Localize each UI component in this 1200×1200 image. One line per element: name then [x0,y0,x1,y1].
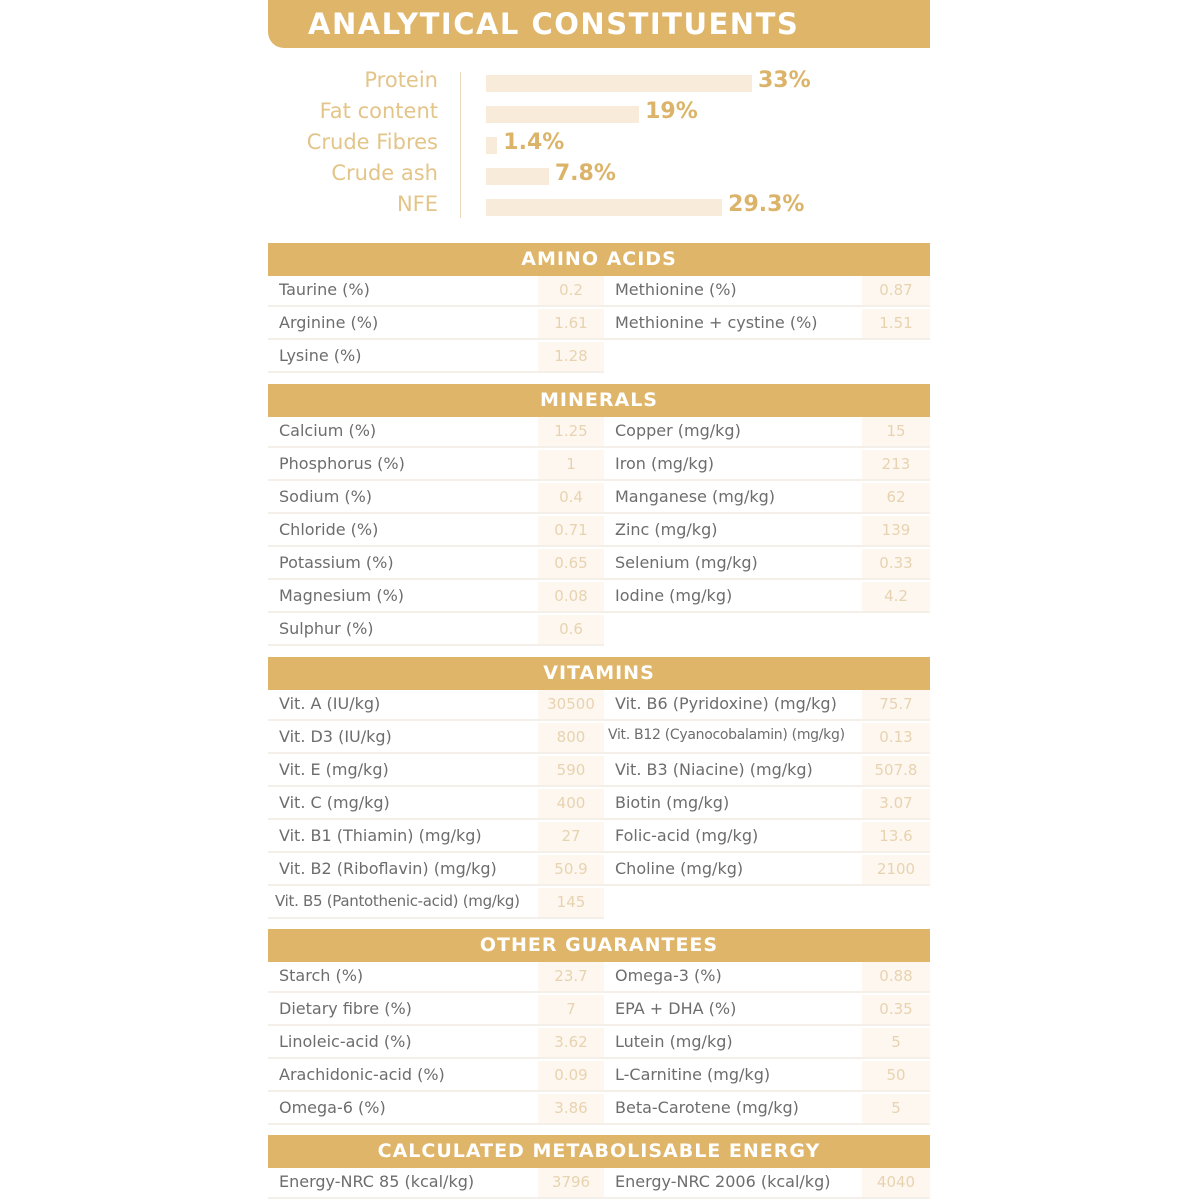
table-row [604,276,930,307]
constituent-row-fat [268,97,930,128]
table-row [268,723,604,754]
nutrient-label: Starch (%) [279,966,364,985]
nutrient-label: Arachidonic-acid (%) [279,1065,445,1084]
constituent-row-nfe [268,190,930,221]
nutrient-value: 50 [886,1066,906,1084]
table-row [268,855,604,886]
table-row [604,450,930,481]
nutrient-value: 0.09 [554,1066,588,1084]
table-row [268,1028,604,1059]
section-header-minerals [268,384,930,417]
constituent-label: Crude ash [331,161,438,185]
nutrient-value: 1.61 [554,314,588,332]
nutrient-label: Vit. B1 (Thiamin) (mg/kg) [279,826,482,845]
nutrient-label: Dietary fibre (%) [279,999,412,1018]
table-row [604,1094,930,1125]
nutrient-value: 50.9 [554,860,588,878]
nutrient-value: 507.8 [874,761,918,779]
nutrient-value: 139 [881,521,911,539]
constituent-value: 33% [757,68,811,93]
nutrient-label: Vit. E (mg/kg) [279,760,389,779]
table-row [268,483,604,514]
constituent-row-ash [268,159,930,190]
constituent-bar [486,168,549,185]
table-row [268,582,604,613]
table-row [268,276,604,307]
table-row [604,582,930,613]
constituent-bar [486,106,639,123]
nutrient-value: 0.35 [879,1000,913,1018]
nutrient-value: 1.28 [554,347,588,365]
nutrient-value: 400 [556,794,586,812]
constituent-row-fibres [268,128,930,159]
nutrient-label: Linoleic-acid (%) [279,1032,412,1051]
nutrient-value: 0.2 [559,281,583,299]
table-row [604,549,930,580]
nutrient-label: Taurine (%) [279,280,370,299]
table-row [604,483,930,514]
nutrient-label: Chloride (%) [279,520,379,539]
table-row [604,855,930,886]
nutrient-label: Sodium (%) [279,487,373,506]
nutrient-value: 0.88 [879,967,913,985]
nutrient-value: 3.62 [554,1033,588,1051]
nutrient-value: 590 [556,761,586,779]
nutrient-label: Vit. B12 (Cyanocobalamin) (mg/kg) [608,727,845,743]
nutrient-label: Magnesium (%) [279,586,405,605]
table-row [268,1168,604,1199]
section-title: MINERALS [540,389,658,411]
table-row [268,450,604,481]
section-title: OTHER GUARANTEES [479,934,719,956]
nutrient-value: 145 [556,893,586,911]
nutrient-label: Iron (mg/kg) [615,454,714,473]
table-row [268,962,604,993]
nutrient-label: Choline (mg/kg) [615,859,744,878]
constituent-value: 29.3% [728,192,805,217]
table-row [604,723,930,754]
table-row [268,822,604,853]
nutrient-label: EPA + DHA (%) [615,999,737,1018]
nutrient-value: 213 [881,455,911,473]
nutrient-label: Energy-NRC 2006 (kcal/kg) [615,1172,831,1191]
nutrient-label: Lutein (mg/kg) [615,1032,733,1051]
table-row [604,690,930,721]
nutrient-value: 3.07 [879,794,913,812]
section-header-amino-acids [268,243,930,276]
nutrient-value: 4040 [876,1173,916,1191]
nutrient-value: 30500 [547,695,595,713]
constituent-label: Fat content [319,99,438,123]
table-row [268,789,604,820]
nutrient-value: 0.08 [554,587,588,605]
nutrient-value: 7 [566,1000,576,1018]
nutrient-label: Omega-3 (%) [615,966,722,985]
nutrient-label: Vit. C (mg/kg) [279,793,390,812]
table-row [604,1028,930,1059]
nutrient-label: Manganese (mg/kg) [615,487,775,506]
table-row [604,516,930,547]
nutrient-value: 3796 [551,1173,591,1191]
nutrient-value: 27 [561,827,581,845]
nutrient-value: 62 [886,488,906,506]
main-header [268,0,930,48]
nutrient-value: 2100 [876,860,916,878]
nutrient-label: Iodine (mg/kg) [615,586,733,605]
table-row [268,690,604,721]
table-row [268,342,604,373]
nutrient-label: Omega-6 (%) [279,1098,386,1117]
constituent-value: 1.4% [503,130,565,155]
nutrient-value: 0.65 [554,554,588,572]
table-row [268,888,604,919]
table-row [268,615,604,646]
nutrient-value: 800 [556,728,586,746]
page-title: ANALYTICAL CONSTITUENTS [308,7,800,41]
nutrient-value: 3.86 [554,1099,588,1117]
nutrient-value: 13.6 [879,827,913,845]
table-row [604,962,930,993]
constituent-label: NFE [396,192,438,216]
nutrient-value: 1.51 [879,314,913,332]
nutrient-value: 0.33 [879,554,913,572]
nutrient-label: Beta-Carotene (mg/kg) [615,1098,799,1117]
nutrient-label: Biotin (mg/kg) [615,793,730,812]
nutrient-label: Potassium (%) [279,553,394,572]
table-row [604,822,930,853]
nutrient-value: 5 [891,1099,901,1117]
nutrient-label: Arginine (%) [279,313,379,332]
table-row [268,756,604,787]
constituent-row-protein [268,66,930,97]
nutrient-label: Phosphorus (%) [279,454,405,473]
nutrient-label: Folic-acid (mg/kg) [615,826,759,845]
nutrient-label: Sulphur (%) [279,619,374,638]
section-title: CALCULATED METABOLISABLE ENERGY [377,1140,821,1162]
nutrient-value: 75.7 [879,695,913,713]
constituent-label: Crude Fibres [306,130,438,154]
nutrient-label: Vit. D3 (IU/kg) [279,727,392,746]
table-row [604,309,930,340]
nutrient-value: 5 [891,1033,901,1051]
constituent-bar [486,137,497,154]
nutrient-label: Vit. B3 (Niacine) (mg/kg) [615,760,813,779]
nutrient-label: Vit. B6 (Pyridoxine) (mg/kg) [615,694,837,713]
nutrient-value: 15 [886,422,906,440]
constituent-value: 7.8% [554,161,616,186]
table-row [604,1168,930,1199]
nutrient-value: 0.4 [559,488,583,506]
table-row [268,309,604,340]
nutrient-label: Copper (mg/kg) [615,421,741,440]
nutrient-label: Lysine (%) [279,346,362,365]
nutrient-value: 0.71 [554,521,588,539]
constituent-bar [486,199,722,216]
nutrient-value: 23.7 [554,967,588,985]
nutrient-value: 0.13 [879,728,913,746]
table-row [268,1061,604,1092]
section-header-other-guarantees [268,929,930,962]
table-row [268,549,604,580]
constituent-label: Protein [364,68,438,92]
nutrient-label: Calcium (%) [279,421,377,440]
nutrient-label: Selenium (mg/kg) [615,553,758,572]
table-row [604,756,930,787]
table-row [268,995,604,1026]
constituent-value: 19% [645,99,698,124]
nutrient-label: L-Carnitine (mg/kg) [615,1065,771,1084]
table-row [604,417,930,448]
nutrient-label: Vit. A (IU/kg) [279,694,381,713]
table-row [268,417,604,448]
section-title: VITAMINS [543,662,655,684]
table-row [604,1061,930,1092]
nutrient-label: Vit. B2 (Riboflavin) (mg/kg) [279,859,497,878]
nutrient-label: Vit. B5 (Pantothenic-acid) (mg/kg) [275,892,520,910]
section-header-vitamins [268,657,930,690]
nutrient-value: 0.87 [879,281,913,299]
nutrient-label: Methionine (%) [615,280,737,299]
nutrient-label: Methionine + cystine (%) [615,313,818,332]
section-header-metabolisable-energy [268,1135,930,1168]
nutrient-value: 4.2 [884,587,908,605]
table-row [268,1094,604,1125]
table-row [268,516,604,547]
table-row [604,789,930,820]
constituent-bar [486,75,752,92]
nutrient-label: Energy-NRC 85 (kcal/kg) [279,1172,475,1191]
constituents-chart [268,66,930,226]
nutrient-value: 1 [566,455,576,473]
nutrient-value: 0.6 [559,620,583,638]
nutrient-label: Zinc (mg/kg) [615,520,718,539]
nutrient-value: 1.25 [554,422,588,440]
section-title: AMINO ACIDS [521,248,677,270]
table-row [604,995,930,1026]
